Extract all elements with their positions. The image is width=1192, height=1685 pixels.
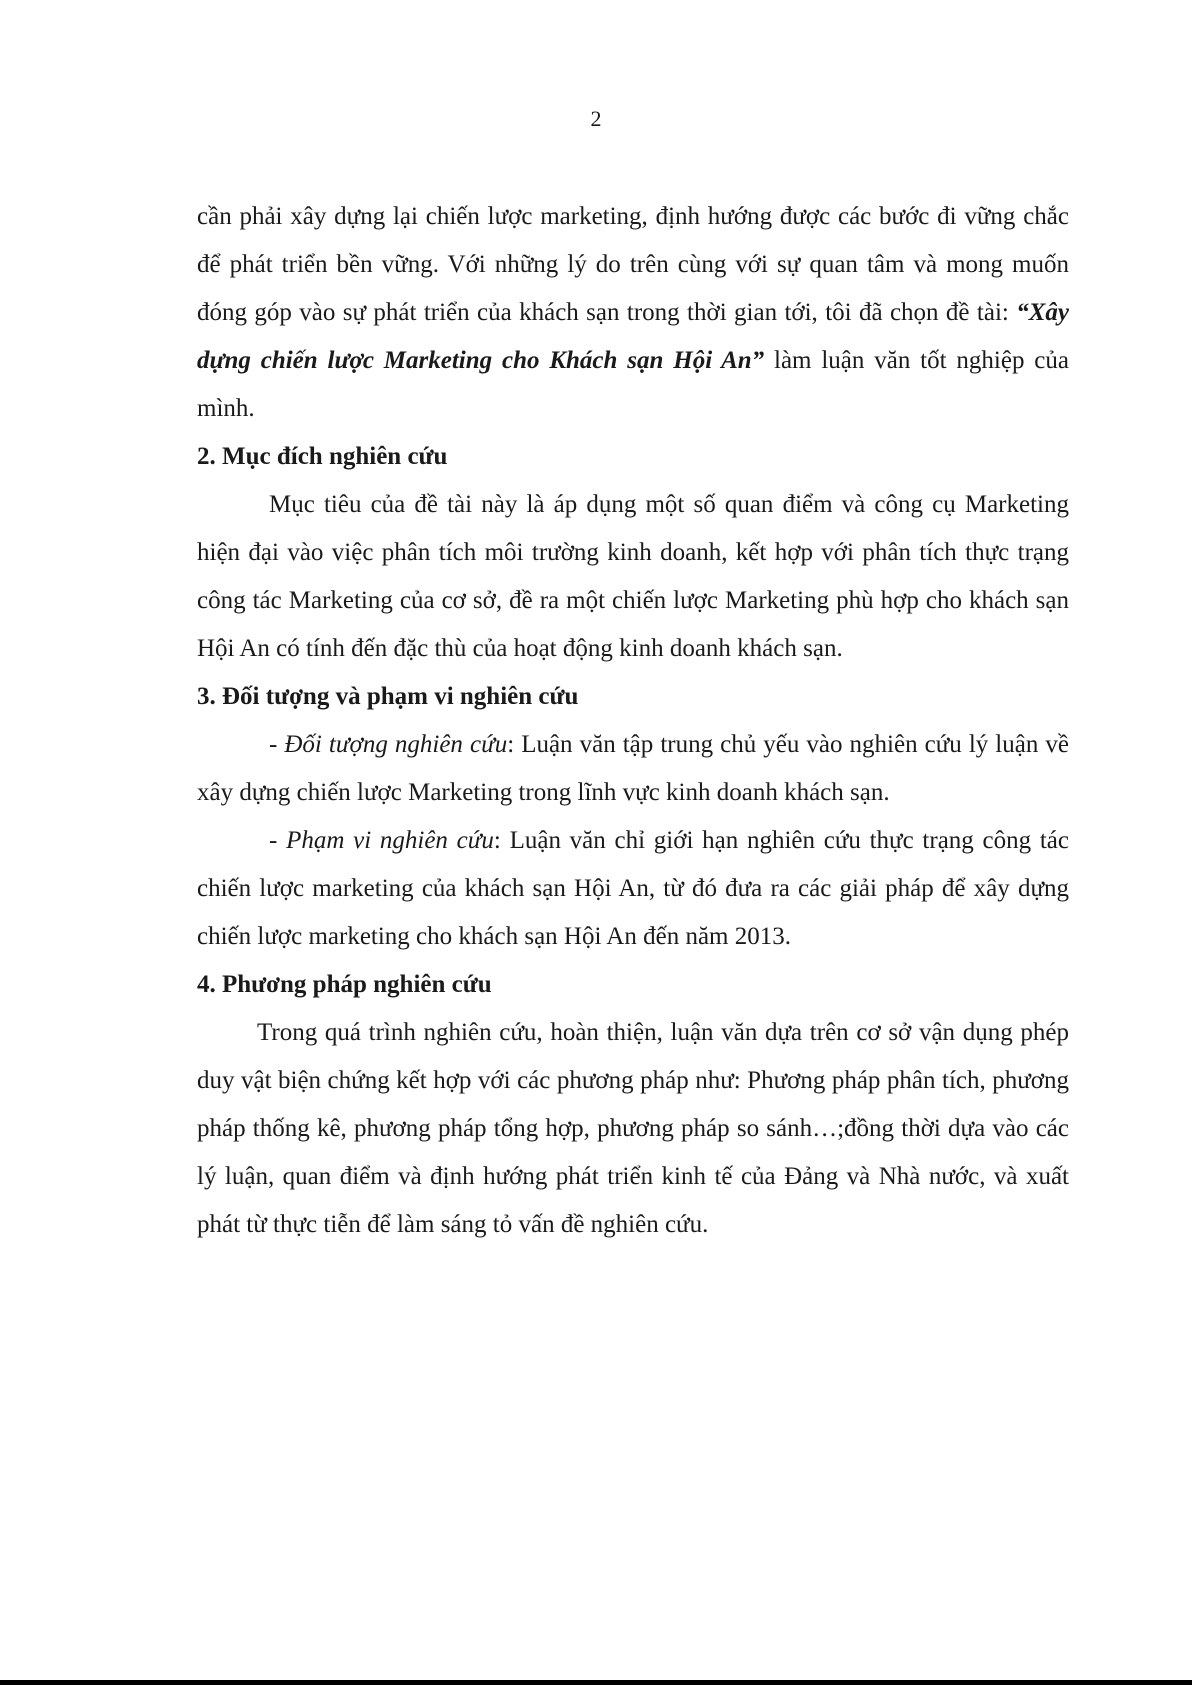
- section-2-paragraph: Mục tiêu của đề tài này là áp dụng một số quan điểm và công cụ Marketing hiện đại vào việc phân tích môi trường kinh doanh, kết hợp với phân tích thực trạng công tác Marketing của cơ sở, đề ra một chiến lược Marketing phù hợp cho khách sạn Hội An có tính đến đặc thù của hoạt động kinh doanh khách sạn.: [197, 491, 1069, 662]
- section-2-heading: 2. Mục đích nghiên cứu: [197, 443, 448, 470]
- item-text-scope: : Luận văn chỉ giới hạn nghiên cứu thực trạng công tác chiến lược marketing của khách sạn Hội An, từ đó đưa ra các giải pháp để xây dựng chiến lược marketing cho khách sạn Hội An đến năm 2013.: [197, 827, 1070, 950]
- thesis-topic: “Xây dựng chiến lược Marketing cho Khách sạn Hội An”: [197, 299, 1069, 374]
- section-4-paragraph: Trong quá trình nghiên cứu, hoàn thiện, luận văn dựa trên cơ sở vận dụng phép duy vật biện chứng kết hợp với các phương pháp như: Phương pháp phân tích, phương pháp thống kê, phương pháp tổng hợp, phương pháp so sánh…;đồng thời dựa vào các lý luận, quan điểm và định hướng phát triển kinh tế của Đảng và Nhà nước, và xuất phát từ thực tiễn để làm sáng tỏ vấn đề nghiên cứu.: [197, 1019, 1069, 1238]
- intro-paragraph: [197, 193, 1069, 433]
- page-content: [197, 193, 1069, 1249]
- section-3-heading: 3. Đối tượng và phạm vi nghiên cứu: [197, 683, 579, 710]
- item-label-subject: Đối tượng nghiên cứu: [284, 731, 508, 758]
- item-text-subject: : Luận văn tập trung chủ yếu vào nghiên cứu lý luận về xây dựng chiến lược Marketing trong lĩnh vực kinh doanh khách sạn.: [197, 731, 1069, 806]
- item-label-scope: Phạm vi nghiên cứu: [286, 827, 494, 854]
- item-dash: -: [269, 827, 287, 854]
- intro-text-after: làm luận văn tốt nghiệp của mình.: [197, 347, 1069, 422]
- section-3-item-scope: [197, 817, 1069, 961]
- intro-text-before: cần phải xây dựng lại chiến lược marketing, định hướng được các bước đi vững chắc để phát triển bền vững. Với những lý do trên cùng với sự quan tâm và mong muốn đóng góp vào sự phát triển của khách sạn trong thời gian tới, tôi đã chọn đề tài:: [197, 203, 1069, 326]
- page-number: 2: [590, 106, 602, 131]
- section-4-heading: 4. Phương pháp nghiên cứu: [197, 971, 492, 998]
- section-3-item-subject: [197, 721, 1069, 817]
- bottom-border: [0, 1680, 1192, 1685]
- item-dash: -: [269, 731, 285, 758]
